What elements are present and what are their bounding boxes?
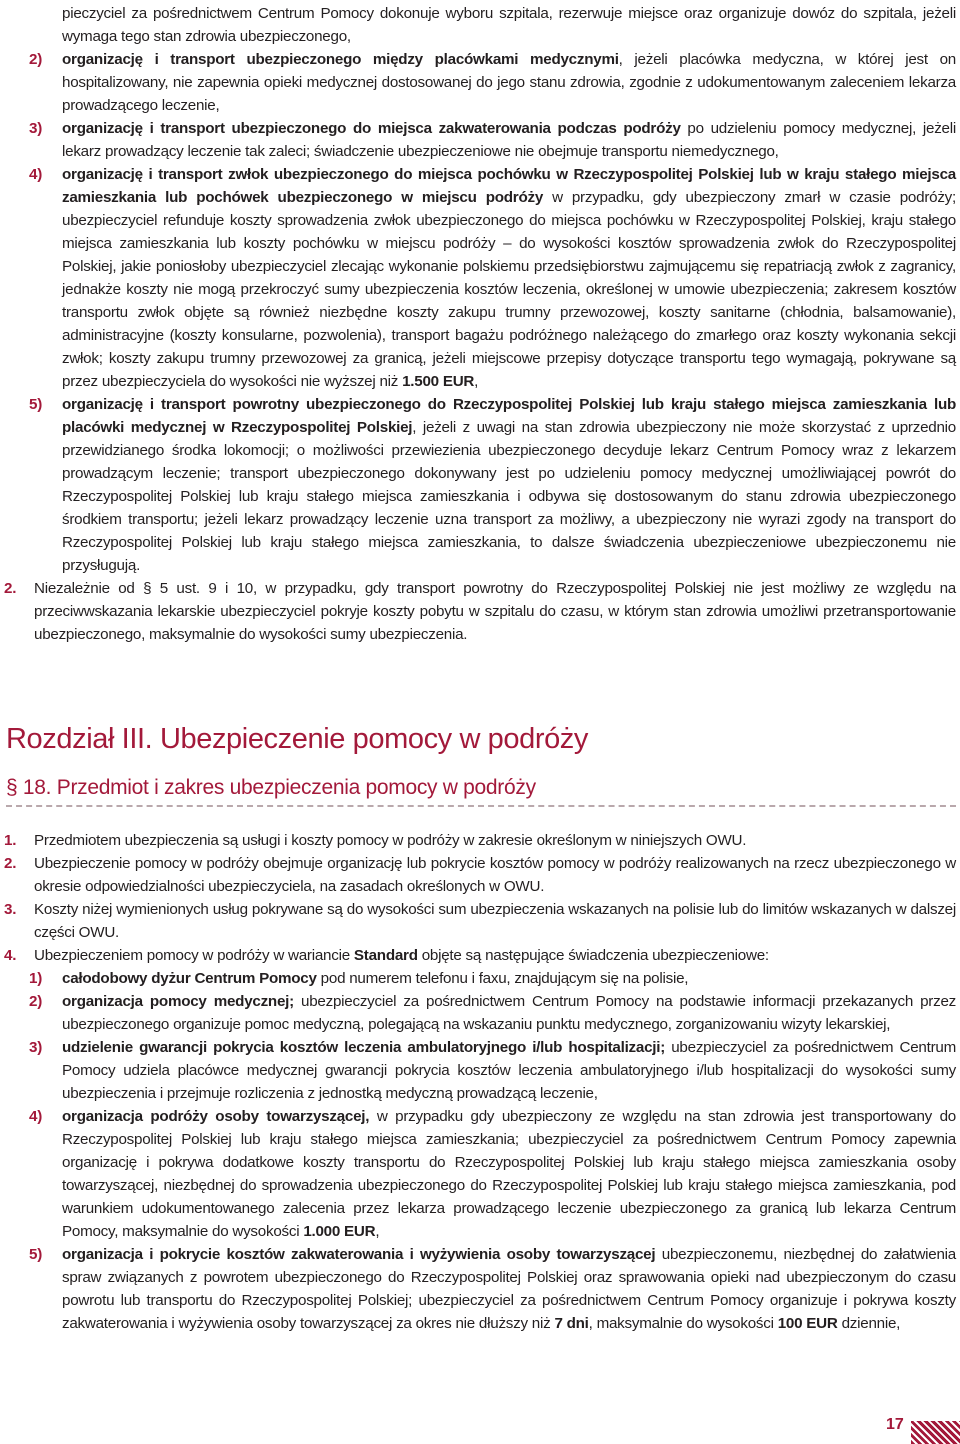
dashed-divider — [6, 805, 956, 807]
top-text-block — [0, 2, 960, 646]
list-item: 4) organizację i transport zwłok ubezpieczonego do miejsca pochówku w Rzeczypospolitej Polskiej lub w kraju stałego miejsca zamieszkania lub pochówek ubezpieczonego w miejscu podróży w przypadku, gdy ubezpieczony zmarł w czasie podróży; ubezpieczyciel refunduje koszty sprowadzenia zwłok ubezpieczonego do miejsca pochówku w Rzeczypospolitej Polskiej, kraju stałego miejsca zamieszkania lub koszty pochówku w miejscu podróży – do wysokości kosztów sprowadzenia zwłok do Rzeczypospolitej Polskiej, jakie poniosłoby ubezpieczyciel zlecając wykonanie polskiemu przedsiębiorstwu zajmującemu się repatriacją zwłok z zagranicy, jednakże koszty nie mogą przekroczyć sumy ubezpieczenia kosztów leczenia, określonej w umowie ubezpieczenia; zakresem kosztów transportu zwłok objęte są również niezbędne koszty zakupu trumny przewozowej, koszty sanitarne (chłodnia, balsamowanie), administracyjne (koszty konsularne, pozwolenia), transport bagażu podróżnego należącego do zmarłego oraz koszty wykonania sekcji zwłok; koszty zakupu trumny przewozowej za granicą, jeżeli miejscowe przepisy dotyczące transportu tego wymagają, pokrywane są przez ubezpieczyciela do wysokości nie wyższej niż 1.500 EUR, — [29, 166, 956, 390]
list-item: 5) organizacja i pokrycie kosztów zakwaterowania i wyżywienia osoby towarzyszącej ubezpieczonemu, niezbędnej do załatwienia spraw związanych z powrotem ubezpieczonego do Rzeczypospolitej Polskiej oraz sprawowania opieki nad ubezpieczonym do czasu powrotu lub transportu do Rzeczypospolitej Polskiej; ubezpieczyciel za pośrednictwem Centrum Pomocy organizuje i pokrywa koszty zakwaterowania i wyżywienia osoby towarzyszącej za okres nie dłuższy niż 7 dni, maksymalnie do wysokości 100 EUR dziennie, — [29, 1246, 956, 1332]
numbered-paragraph: 3. Koszty niżej wymienionych usług pokrywane są do wysokości sum ubezpieczenia wskazanych na polisie lub do limitów wskazanych w dalszej części OWU. — [4, 901, 956, 941]
numbered-paragraph: 2. Ubezpieczenie pomocy w podróży obejmuje organizację lub pokrycie kosztów pomocy w podróży realizowanych na rzecz ubezpieczonego w okresie odpowiedzialności ubezpieczyciela, na zasadach określonych w OWU. — [4, 855, 956, 895]
list-item: 5) organizację i transport powrotny ubezpieczonego do Rzeczypospolitej Polskiej lub kraju stałego miejsca zamieszkania lub placówki medycznej w Rzeczypospolitej Polskiej, jeżeli z uwagi na stan zdrowia ubezpieczony nie może skorzystać z uprzednio przewidzianego środka lokomocji; o możliwości przewiezienia ubezpieczonego decyduje lekarz Centrum Pomocy wraz z lekarzem prowadzącym leczenie; transport ubezpieczonego dokonywany jest po udzieleniu pomocy medycznej umożliwiającej powrót do Rzeczypospolitej Polskiej lub kraju stałego miejsca zamieszkania i odbywa się dostosowanym do stanu zdrowia ubezpieczonego środkiem transportu; jeżeli lekarz prowadzący leczenie uzna transport za możliwy, a ubezpieczony nie wyrazi zgody na transport do Rzeczypospolitej Polskiej lub kraju stałego miejsca zamieszkania, to dalsze świadczenia ubezpieczeniowe ubezpieczonemu nie przysługują. — [29, 396, 956, 574]
list-item: 3) udzielenie gwarancji pokrycia kosztów leczenia ambulatoryjnego i/lub hospitalizacji; ubezpieczyciel za pośrednictwem Centrum Pomocy udziela placówce medycznej gwarancji pokrycia kosztów leczenia ambulatoryjnego i/lub hospitalizacji do wysokości sumy ubezpieczenia i przejmuje rozliczenia z jednostką medyczną prowadzącą leczenie, — [29, 1039, 956, 1102]
continued-paragraph: pieczyciel za pośrednictwem Centrum Pomocy dokonuje wyboru szpitala, rezerwuje miejsce oraz organizuje dowóz do szpitala, jeżeli wymaga tego stan zdrowia ubezpieczonego, — [62, 5, 956, 45]
section-title: § 18. Przedmiot i zakres ubezpieczenia pomocy w podróży — [6, 776, 536, 799]
numbered-paragraph: 4. Ubezpieczeniem pomocy w podróży w wariancie Standard objęte są następujące świadczenia ubezpieczeniowe: — [4, 947, 769, 964]
numbered-paragraph: 1. Przedmiotem ubezpieczenia są usługi i koszty pomocy w podróży w zakresie określonym w niniejszych OWU. — [4, 832, 747, 849]
list-item: 2) organizację i transport ubezpieczonego między placówkami medycznymi, jeżeli placówka medyczna, w której jest on hospitalizowany, nie zapewnia opieki medycznej dostosowanej do jego stanu zdrowia, zgodnie z udokumentowanym zaleceniem lekarza prowadzącego leczenie, — [29, 51, 956, 114]
section-18-body — [0, 829, 960, 1335]
numbered-paragraph: 2. Niezależnie od § 5 ust. 9 i 10, w przypadku, gdy transport powrotny do Rzeczypospolitej Polskiej nie jest możliwy ze względu na przeciwwskazania lekarskie ubezpieczyciel pokryje koszty pobytu w szpitalu do czasu, w którym stan zdrowia umożliwi przetransportowanie ubezpieczonego, maksymalnie do wysokości sumy ubezpieczenia. — [4, 580, 956, 643]
list-item: 4) organizacja podróży osoby towarzyszącej, w przypadku gdy ubezpieczony ze względu na stan zdrowia jest transportowany do Rzeczypospolitej Polskiej lub kraju stałego miejsca zamieszkania; ubezpieczyciel za pośrednictwem Centrum Pomocy zapewnia organizację i pokrywa dodatkowe koszty transportu do Rzeczypospolitej Polskiej lub kraju stałego miejsca zamieszkania osoby towarzyszącej, niezbędnej do sprowadzenia ubezpieczonego do Rzeczypospolitej Polskiej lub kraju stałego miejsca zamieszkania, pod warunkiem udokumentowanego zalecenia przez lekarza prowadzącego leczenie ubezpieczonego za granicą lub lekarza Centrum Pomocy, maksymalnie do wysokości 1.000 EUR, — [29, 1108, 956, 1240]
list-item: 3) organizację i transport ubezpieczonego do miejsca zakwaterowania podczas podróży po udzieleniu pomocy medycznej, jeżeli lekarz prowadzący leczenie tak zaleci; świadczenie ubezpieczeniowe nie obejmuje transportu niemedycznego, — [29, 120, 956, 160]
page-number: 17 — [886, 1416, 904, 1433]
chapter-title: Rozdział III. Ubezpieczenie pomocy w podróży — [6, 723, 589, 755]
corner-stripe-decoration — [911, 1421, 960, 1444]
list-item: 1) całodobowy dyżur Centrum Pomocy pod numerem telefonu i faxu, znajdującym się na polisie, — [29, 970, 689, 987]
list-item: 2) organizacja pomocy medycznej; ubezpieczyciel za pośrednictwem Centrum Pomocy na podstawie informacji przekazanych przez ubezpieczonego organizuje pomoc medyczną, polegającą na wskazaniu punktu medycznego, zorganizowaniu wizyty lekarskiej, — [29, 993, 956, 1033]
